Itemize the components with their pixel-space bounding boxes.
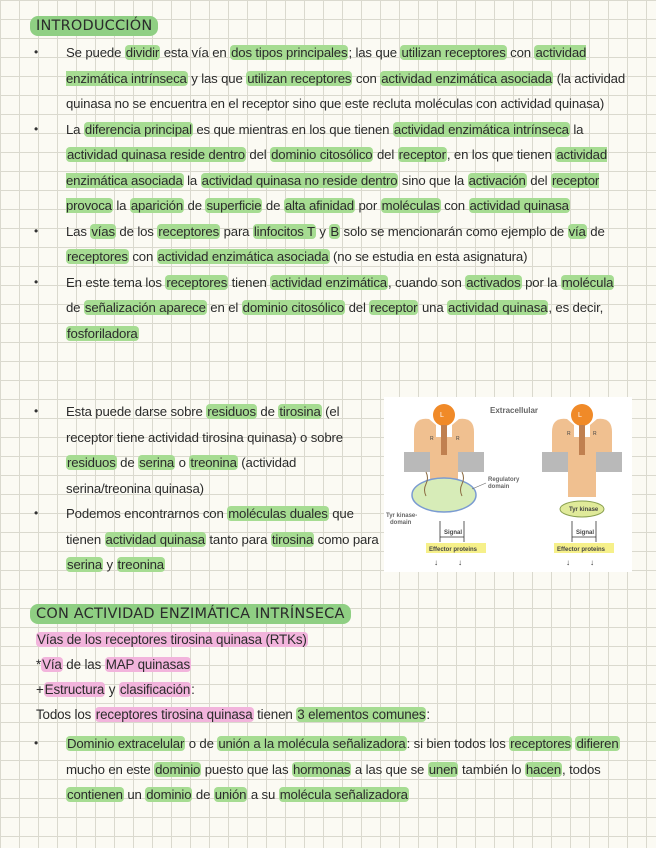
rtk-bullet-list xyxy=(34,731,626,808)
regulatory-label-1: Regulatory xyxy=(488,477,520,483)
text-run: un xyxy=(123,787,146,802)
text-run: y xyxy=(103,557,117,572)
highlighted-term: dominio citosólico xyxy=(271,147,373,162)
highlighted-term: actividad enzimática intrínseca xyxy=(393,121,569,137)
text-run: y xyxy=(315,223,330,239)
highlighted-term: dominio xyxy=(146,787,192,802)
highlighted-term: receptor provoca xyxy=(66,172,600,213)
receptor-diagram-svg xyxy=(384,397,632,572)
pink-highlighted-term: Vías de los receptores tirosina quinasa (RTKs) xyxy=(37,632,307,647)
highlighted-term: contienen xyxy=(67,787,123,802)
rtk-line xyxy=(36,652,191,677)
highlighted-term: dos tipos principales xyxy=(231,45,348,60)
highlighted-term: dominio xyxy=(155,761,201,777)
rtk-line xyxy=(36,677,195,702)
text-run: del xyxy=(245,147,271,162)
highlighted-term: activados xyxy=(466,274,521,290)
text-run: de xyxy=(256,404,279,419)
ligand-left xyxy=(433,404,455,426)
svg-text:Signal: Signal xyxy=(444,530,463,536)
arrow-right-2: ↓ xyxy=(590,558,594,567)
text-run: de xyxy=(66,300,84,315)
highlighted-term: unen xyxy=(428,761,458,777)
text-run: (la actividad quinasa no se encuentra en el receptor sino que este recluta moléculas con actividad quinasa) xyxy=(66,70,626,111)
highlighted-term: receptores xyxy=(510,736,571,751)
text-run: la xyxy=(183,172,201,188)
text-run: con xyxy=(506,45,535,60)
receptor-label-3: R xyxy=(567,431,571,437)
highlighted-term: fosforiladora xyxy=(67,325,138,341)
highlighted-term: difieren xyxy=(576,736,619,751)
text-run: de xyxy=(192,787,214,802)
text-run: tanto para xyxy=(205,531,271,547)
highlighted-term: utilizan receptores xyxy=(247,70,352,86)
bullet-item xyxy=(34,399,382,501)
highlighted-term: receptores xyxy=(67,249,128,264)
regulatory-label-2: domain xyxy=(488,484,510,490)
text-run: una xyxy=(418,300,448,315)
tyr-kinase-domain-label-2: domain xyxy=(390,520,412,526)
highlighted-term: actividad quinasa no reside dentro xyxy=(201,172,398,188)
text-run: : xyxy=(191,682,195,697)
text-run: sino que la xyxy=(398,172,468,188)
text-run: del xyxy=(373,147,398,162)
text-run: (actividad serina/treonina quinasa) xyxy=(66,455,297,496)
highlighted-term: residuos xyxy=(67,455,116,470)
text-run: tienen xyxy=(253,707,297,722)
text-run: : xyxy=(426,707,430,722)
pink-highlighted-term: MAP quinasas xyxy=(105,657,191,672)
receptor-label-2: R xyxy=(456,436,460,442)
highlighted-term: B xyxy=(330,223,340,239)
highlighted-term: vía xyxy=(568,223,586,239)
highlighted-term: unión a la molécula señalizadora xyxy=(218,736,406,751)
effector-label-left: Effector proteins xyxy=(429,547,478,553)
text-run: tienen xyxy=(228,274,271,290)
text-run: con xyxy=(352,70,381,86)
text-run: también lo xyxy=(458,761,525,777)
text-run: con xyxy=(128,249,157,264)
text-run: de xyxy=(184,198,206,213)
bullet-item xyxy=(34,117,626,219)
ligand-label-right: L xyxy=(578,412,582,419)
text-run: ; las que xyxy=(348,45,401,60)
text-run: , todos xyxy=(562,761,601,777)
text-run: , es decir, xyxy=(548,300,604,315)
text-run: Las xyxy=(66,223,91,239)
text-run: del xyxy=(526,172,551,188)
highlighted-term: dominio citosólico xyxy=(242,300,345,315)
pink-highlighted-term: Vía xyxy=(42,657,62,672)
highlighted-term: actividad enzimática intrínseca xyxy=(66,45,587,86)
text-run: por xyxy=(354,198,381,213)
bullet-item xyxy=(34,40,626,117)
text-run: como para xyxy=(314,531,379,547)
pink-highlighted-term: Estructura xyxy=(44,682,105,697)
highlighted-term: 3 elementos comunes xyxy=(297,707,426,722)
signal-right xyxy=(572,521,596,542)
highlighted-term: Dominio extracelular xyxy=(67,736,185,751)
arrow-left-2: ↓ xyxy=(458,558,462,567)
text-run: , cuando son xyxy=(387,274,466,290)
text-run: de los xyxy=(115,223,158,239)
highlighted-term: dividir xyxy=(125,45,160,60)
highlighted-term: actividad enzimática asociada xyxy=(157,249,329,264)
text-run: es que mientras en los que tienen xyxy=(192,121,393,137)
rtk-line xyxy=(36,702,430,727)
text-run: del xyxy=(345,300,370,315)
highlighted-term: receptores xyxy=(166,274,228,290)
bullet-item xyxy=(34,270,626,347)
text-run: En este tema los xyxy=(66,274,166,290)
highlighted-term: receptor xyxy=(370,300,418,315)
highlighted-term: moléculas xyxy=(381,198,440,213)
highlighted-term: tirosina xyxy=(271,531,314,547)
highlighted-term: serina xyxy=(67,557,103,572)
figure-bullet-list xyxy=(34,399,382,578)
intro-bullet-list xyxy=(34,40,626,346)
tyr-kinase-label: Tyr kinase xyxy=(569,507,599,513)
highlighted-term: actividad quinasa xyxy=(105,531,205,547)
text-run: mucho en este xyxy=(66,761,155,777)
text-run: de xyxy=(586,223,605,239)
text-run: solo se mencionarán como ejemplo de xyxy=(340,223,568,239)
text-run: de xyxy=(262,198,284,213)
highlighted-term: treonina xyxy=(117,557,164,572)
highlighted-term: serina xyxy=(139,455,175,470)
highlighted-term: señalización aparece xyxy=(84,300,206,315)
highlighted-term: residuos xyxy=(207,404,256,419)
highlighted-term: hormonas xyxy=(292,761,351,777)
highlighted-term: aparición xyxy=(130,198,184,213)
text-run: para xyxy=(220,223,253,239)
text-run: que tienen xyxy=(66,506,354,547)
arrow-right-1: ↓ xyxy=(566,558,570,567)
highlighted-term: diferencia principal xyxy=(84,121,192,137)
highlighted-term: molécula xyxy=(561,274,614,290)
bullet-item xyxy=(34,219,626,270)
highlighted-term: superficie xyxy=(206,198,262,213)
highlighted-term: hacen xyxy=(525,761,562,777)
text-run: Esta puede darse sobre xyxy=(66,404,207,419)
highlighted-term: vías xyxy=(91,223,115,239)
highlighted-term: receptores xyxy=(158,223,220,239)
text-run: o de xyxy=(185,736,218,751)
tyr-kinase-domain-label-1: Tyr kinase- xyxy=(386,513,418,519)
bullet-item xyxy=(34,501,382,578)
highlighted-term: actividad quinasa reside dentro xyxy=(67,147,245,162)
text-run: en el xyxy=(206,300,242,315)
text-run: * xyxy=(36,657,42,672)
text-run: y las que xyxy=(187,70,247,86)
text-run: Se puede xyxy=(66,45,125,60)
highlighted-term: actividad enzimática asociada xyxy=(66,147,608,188)
highlighted-term: activación xyxy=(468,172,526,188)
pink-highlighted-term: receptores tirosina quinasa xyxy=(95,707,253,722)
highlighted-term: actividad enzimática asociada xyxy=(381,70,553,86)
text-run: La xyxy=(66,121,84,137)
text-run: a las que se xyxy=(351,761,428,777)
highlighted-term: receptor xyxy=(398,147,446,162)
signal-left xyxy=(440,521,464,542)
receptor-label-1: R xyxy=(430,436,434,442)
ligand-label-left: L xyxy=(440,412,444,419)
text-run: la xyxy=(569,121,584,137)
receptor-label-4: R xyxy=(593,431,597,437)
bullet-item xyxy=(34,731,626,808)
text-run: por la xyxy=(521,274,561,290)
svg-text:Signal: Signal xyxy=(576,530,595,536)
highlighted-term: alta afinidad xyxy=(284,198,354,213)
pink-highlighted-term: clasificación xyxy=(119,682,191,697)
highlighted-term: tirosina xyxy=(279,404,321,419)
text-run: y xyxy=(105,682,119,697)
section-title-enzimatica-intrinseca: CON ACTIVIDAD ENZIMÁTICA INTRÍNSECA xyxy=(30,604,351,624)
text-run: (no se estudia en esta asignatura) xyxy=(329,249,528,264)
text-run: con xyxy=(440,198,469,213)
highlighted-term: moléculas duales xyxy=(228,506,328,521)
text-run: de las xyxy=(62,657,105,672)
text-run: de xyxy=(116,455,139,470)
effector-label-right: Effector proteins xyxy=(557,547,606,553)
highlighted-term: unión xyxy=(214,787,247,802)
highlighted-term: actividad quinasa xyxy=(469,198,569,213)
text-run: Podemos encontrarnos con xyxy=(66,506,228,521)
highlighted-term: actividad quinasa xyxy=(448,300,548,315)
arrow-left-1: ↓ xyxy=(434,558,438,567)
section-title-introduccion: INTRODUCCIÓN xyxy=(30,16,158,36)
extracellular-label: Extracellular xyxy=(490,406,539,415)
receptor-diagram xyxy=(384,397,632,572)
text-run: Todos los xyxy=(36,707,95,722)
text-run: : si bien todos los xyxy=(406,736,510,751)
text-run: + xyxy=(36,682,44,697)
text-run: esta vía en xyxy=(160,45,231,60)
text-run: , en los que tienen xyxy=(446,147,556,162)
text-run: o xyxy=(175,455,190,470)
ligand-right xyxy=(571,404,593,426)
rtk-line xyxy=(36,627,308,652)
text-run: (el receptor tiene actividad tirosina quinasa) o sobre xyxy=(66,404,343,445)
highlighted-term: actividad enzimática xyxy=(271,274,387,290)
text-run: la xyxy=(112,198,130,213)
highlighted-term: utilizan receptores xyxy=(401,45,506,60)
text-run: puesto que las xyxy=(201,761,292,777)
text-run: a su xyxy=(247,787,279,802)
highlighted-term: molécula señalizadora xyxy=(279,787,408,802)
highlighted-term: treonina xyxy=(190,455,237,470)
highlighted-term: linfocitos T xyxy=(253,223,315,239)
